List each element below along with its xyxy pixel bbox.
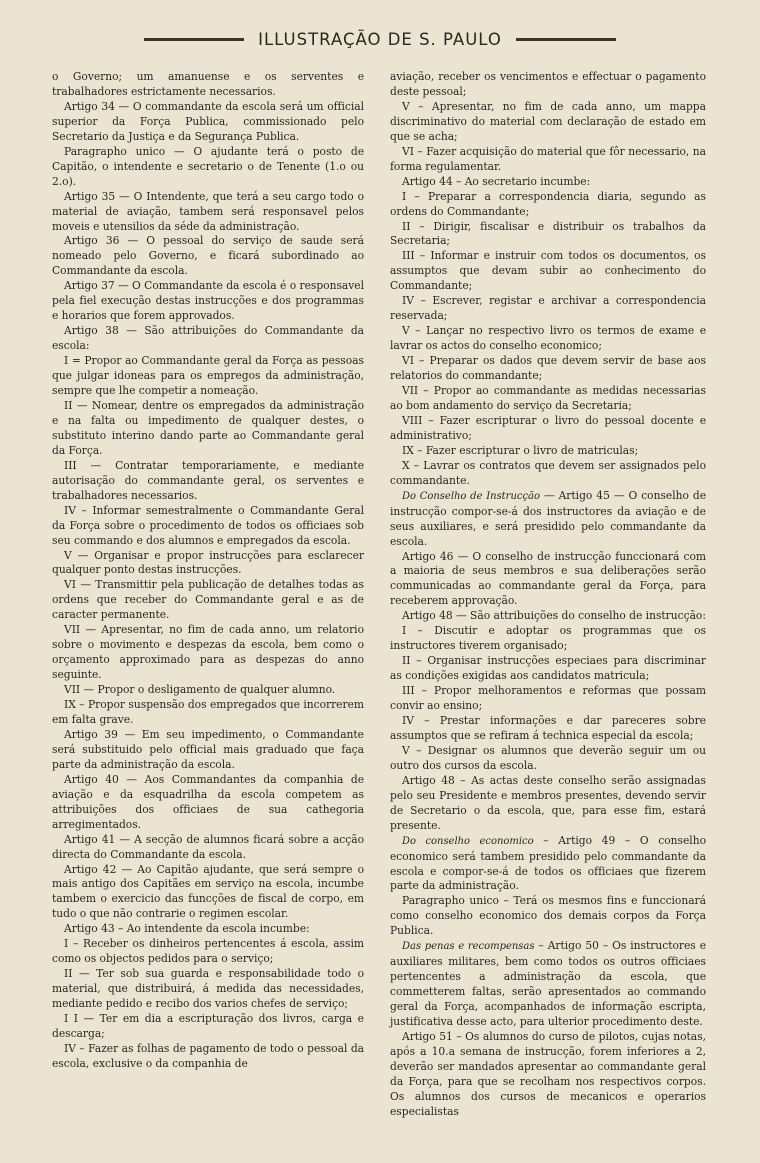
paragraph: IV – Escrever, registar e archivar a correspondencia reservada;	[390, 294, 706, 323]
paragraph: V – Apresentar, no fim de cada anno, um mappa discriminativo do material com declaração de estado em que se acha;	[390, 99, 706, 143]
paragraph: VII — Apresentar, no fim de cada anno, um relatorio sobre o movimento e despezas da escola, bem como o orçamento approximado para as despezas do anno seguinte.	[52, 623, 364, 682]
paragraph: o Governo; um amanuense e os serventes e trabalhadores estrictamente necessarios.	[52, 70, 364, 98]
paragraph: Artigo 43 – Ao intendente da escola incumbe:	[64, 922, 310, 936]
paragraph: IV – Informar semestralmente o Commandante Geral da Força sobre o procedimento de todos os officiaes sob seu commando e dos alumnos e empregados da escola.	[52, 503, 364, 547]
paragraph: Artigo 35 — O Intendente, que terá a seu cargo todo o material de aviação, tambem será responsavel pelos moveis e utensilios da séde da administração.	[52, 189, 364, 233]
paragraph: V – Designar os alumnos que deverão seguir um ou outro dos cursos da escola.	[390, 743, 706, 772]
paragraph: Artigo 39 — Em seu impedimento, o Commandante será substituido pelo official mais graduado que faça parte da administração da escola.	[52, 727, 364, 771]
section-heading: Do Conselho de Instrucção	[402, 490, 540, 502]
paragraph: VII – Propor ao commandante as medidas necessarias ao bom andamento do serviço da Secretaria;	[390, 384, 706, 412]
paragraph: II – Organisar instrucções especiaes para discriminar as condições exigidas aos candidatos matricula;	[390, 654, 706, 683]
paragraph: Artigo 38 — São attribuições do Commandante da escola:	[52, 324, 364, 353]
page-title: ILLUSTRAÇÃO DE S. PAULO	[258, 29, 502, 49]
paragraph: II — Ter sob sua guarda e responsabilidade todo o material, que distribuirá, á medida das necessidades, mediante pedido e recibo dos varios chefes de serviço;	[52, 967, 364, 1011]
paragraph-text: — Artigo 45 — O conselho de instrucção compor-se-á dos instructores da aviação e de seus auxiliares, e será presidido pelo commandante da escola.	[390, 488, 706, 548]
paragraph: Artigo 40 — Aos Commandantes da companhia de aviação e da esquadrilha da escola competem as attribuições dos officiaes de sua cathegoria arregimentados.	[52, 772, 364, 831]
paragraph: VII — Propor o desligamento de qualquer alumno.	[64, 683, 336, 697]
paragraph: Paragrapho unico – Terá os mesmos fins e funccionará como conselho economico dos demais corpos da Força Publica.	[390, 894, 706, 938]
header-rule-right	[516, 38, 616, 41]
paragraph: I – Preparar a correspondencia diaria, segundo as ordens do Commandante;	[390, 189, 706, 218]
paragraph: II – Dirigir, fiscalisar e distribuir os trabalhos da Secretaria;	[390, 219, 706, 248]
right-column	[390, 70, 706, 1120]
paragraph: I – Discutir e adoptar os programmas que os instructores tiverem organisado;	[390, 624, 706, 653]
paragraph	[390, 834, 706, 895]
paragraph: Artigo 42 — Ao Capitão ajudante, que será sempre o mais antigo dos Capitães em serviço na escola, incumbe tambem o exercicio das funcções de fiscal de corpo, em tudo o que não contrarie o regimen escolar.	[52, 862, 364, 921]
paragraph: I – Receber os dinheiros pertencentes á escola, assim como os objectos pedidos para o serviço;	[52, 937, 364, 966]
paragraph: Artigo 44 – Ao secretario incumbe:	[402, 174, 591, 188]
paragraph: Artigo 48 – As actas deste conselho serão assignadas pelo seu Presidente e membros presentes, devendo servir de Secretario o da escola, que, para esse fim, estará presente.	[390, 773, 706, 832]
paragraph: Artigo 37 — O Commandante da escola é o responsavel pela fiel execução destas instrucções e dos programmas e horarios que forem approvados.	[52, 279, 364, 323]
paragraph: Artigo 48 — São attribuições do conselho de instrucção:	[402, 609, 706, 623]
paragraph: Artigo 41 — A secção de alumnos ficará sobre a acção directa do Commandante da escola.	[52, 832, 364, 861]
paragraph: Paragrapho unico — O ajudante terá o posto de Capitão, o intendente e secretario o de Tenente (1.o ou 2.o).	[52, 144, 364, 188]
paragraph: IX – Fazer escripturar o livro de matriculas;	[402, 443, 639, 457]
paragraph: I = Propor ao Commandante geral da Força as pessoas que julgar idoneas para os empregos da administração, sempre que lhe competir a nomeação.	[52, 354, 364, 398]
paragraph: IX – Propor suspensão dos empregados que incorrerem em falta grave.	[52, 698, 364, 726]
paragraph-text: – Artigo 50 – Os instructores e auxiliares militares, bem como todos os outros officiaes pertencentes a administração da escola, que commetterem faltas, serão apresentados ao commando geral da Força, acompanhados de informação escripta, justificativa desse acto, para ulterior procedimento deste.	[390, 939, 706, 1029]
paragraph: IV – Fazer as folhas de pagamento de todo o pessoal da escola, exclusive o da companhia de	[52, 1041, 364, 1070]
section-heading: Das penas e recompensas	[402, 941, 535, 953]
paragraph: VI – Fazer acquisição do material que fôr necessario, na forma regulamentar.	[390, 144, 706, 173]
paragraph: III – Propor melhoramentos e reformas que possam convir ao ensino;	[390, 684, 706, 713]
section-heading: Do conselho economico	[402, 835, 534, 847]
paragraph	[390, 489, 706, 550]
paragraph: III — Contratar temporariamente, e mediante autorisação do commandante geral, os serventes e trabalhadores necessarios.	[52, 458, 364, 502]
paragraph: X – Lavrar os contratos que devem ser assignados pelo commandante.	[390, 458, 706, 487]
left-column	[52, 70, 364, 1072]
paragraph: VI – Preparar os dados que devem servir de base aos relatorios do commandante;	[390, 354, 706, 383]
paragraph: V – Lançar no respectivo livro os termos de exame e lavrar os actos do conselho economico;	[390, 324, 706, 353]
paragraph	[390, 939, 706, 1030]
paragraph: Artigo 34 — O commandante da escola será um official superior da Força Publica, commissionado pelo Secretario da Justiça e da Segurança Publica.	[52, 99, 364, 143]
paragraph: Artigo 51 – Os alumnos do curso de pilotos, cujas notas, após a 10.a semana de instrucção, forem inferiores a 2, deverão ser mandados apresentar ao commandante geral da Força, para que se recolham nos respectivos corpos. Os alumnos dos cursos de mecanicos e operarios especialistas	[390, 1030, 706, 1118]
paragraph: aviação, receber os vencimentos e effectuar o pagamento deste pessoal;	[390, 70, 706, 98]
paragraph-text: – Artigo 49 – O conselho economico será tambem presidido pelo commandante da escola e compor-se-á de todos os officiaes que fizerem parte da administração.	[390, 833, 706, 893]
paragraph: Artigo 46 — O conselho de instrucção funccionará com a maioria de seus membros e sua deliberações serão communicadas ao commandante geral da Força, para receberem approvação.	[390, 549, 706, 608]
paragraph: III – Informar e instruir com todos os documentos, os assumptos que devam subir ao conhecimento do Commandante;	[390, 249, 706, 293]
paragraph: Artigo 36 — O pessoal do serviço de saude será nomeado pelo Governo, e ficará subordinado ao Commandante da escola.	[52, 234, 364, 278]
page-header	[0, 26, 760, 52]
paragraph: VI — Transmittir pela publicação de detalhes todas as ordens que receber do Commandante geral e as de caracter permanente.	[52, 578, 364, 622]
paragraph: V — Organisar e propor instrucções para esclarecer qualquer ponto destas instrucções.	[52, 548, 364, 577]
header-rule-left	[144, 38, 244, 41]
paragraph: II — Nomear, dentre os empregados da administração e na falta ou impedimento de qualquer destes, o substituto interino dando parte ao Commandante geral da Força.	[52, 398, 364, 457]
paragraph: IV – Prestar informações e dar pareceres sobre assumptos que se refiram á technica especial da escola;	[390, 713, 706, 742]
paragraph: I I — Ter em dia a escripturação dos livros, carga e descarga;	[52, 1012, 364, 1040]
paragraph: VIII – Fazer escripturar o livro do pessoal docente e administrativo;	[390, 413, 706, 442]
